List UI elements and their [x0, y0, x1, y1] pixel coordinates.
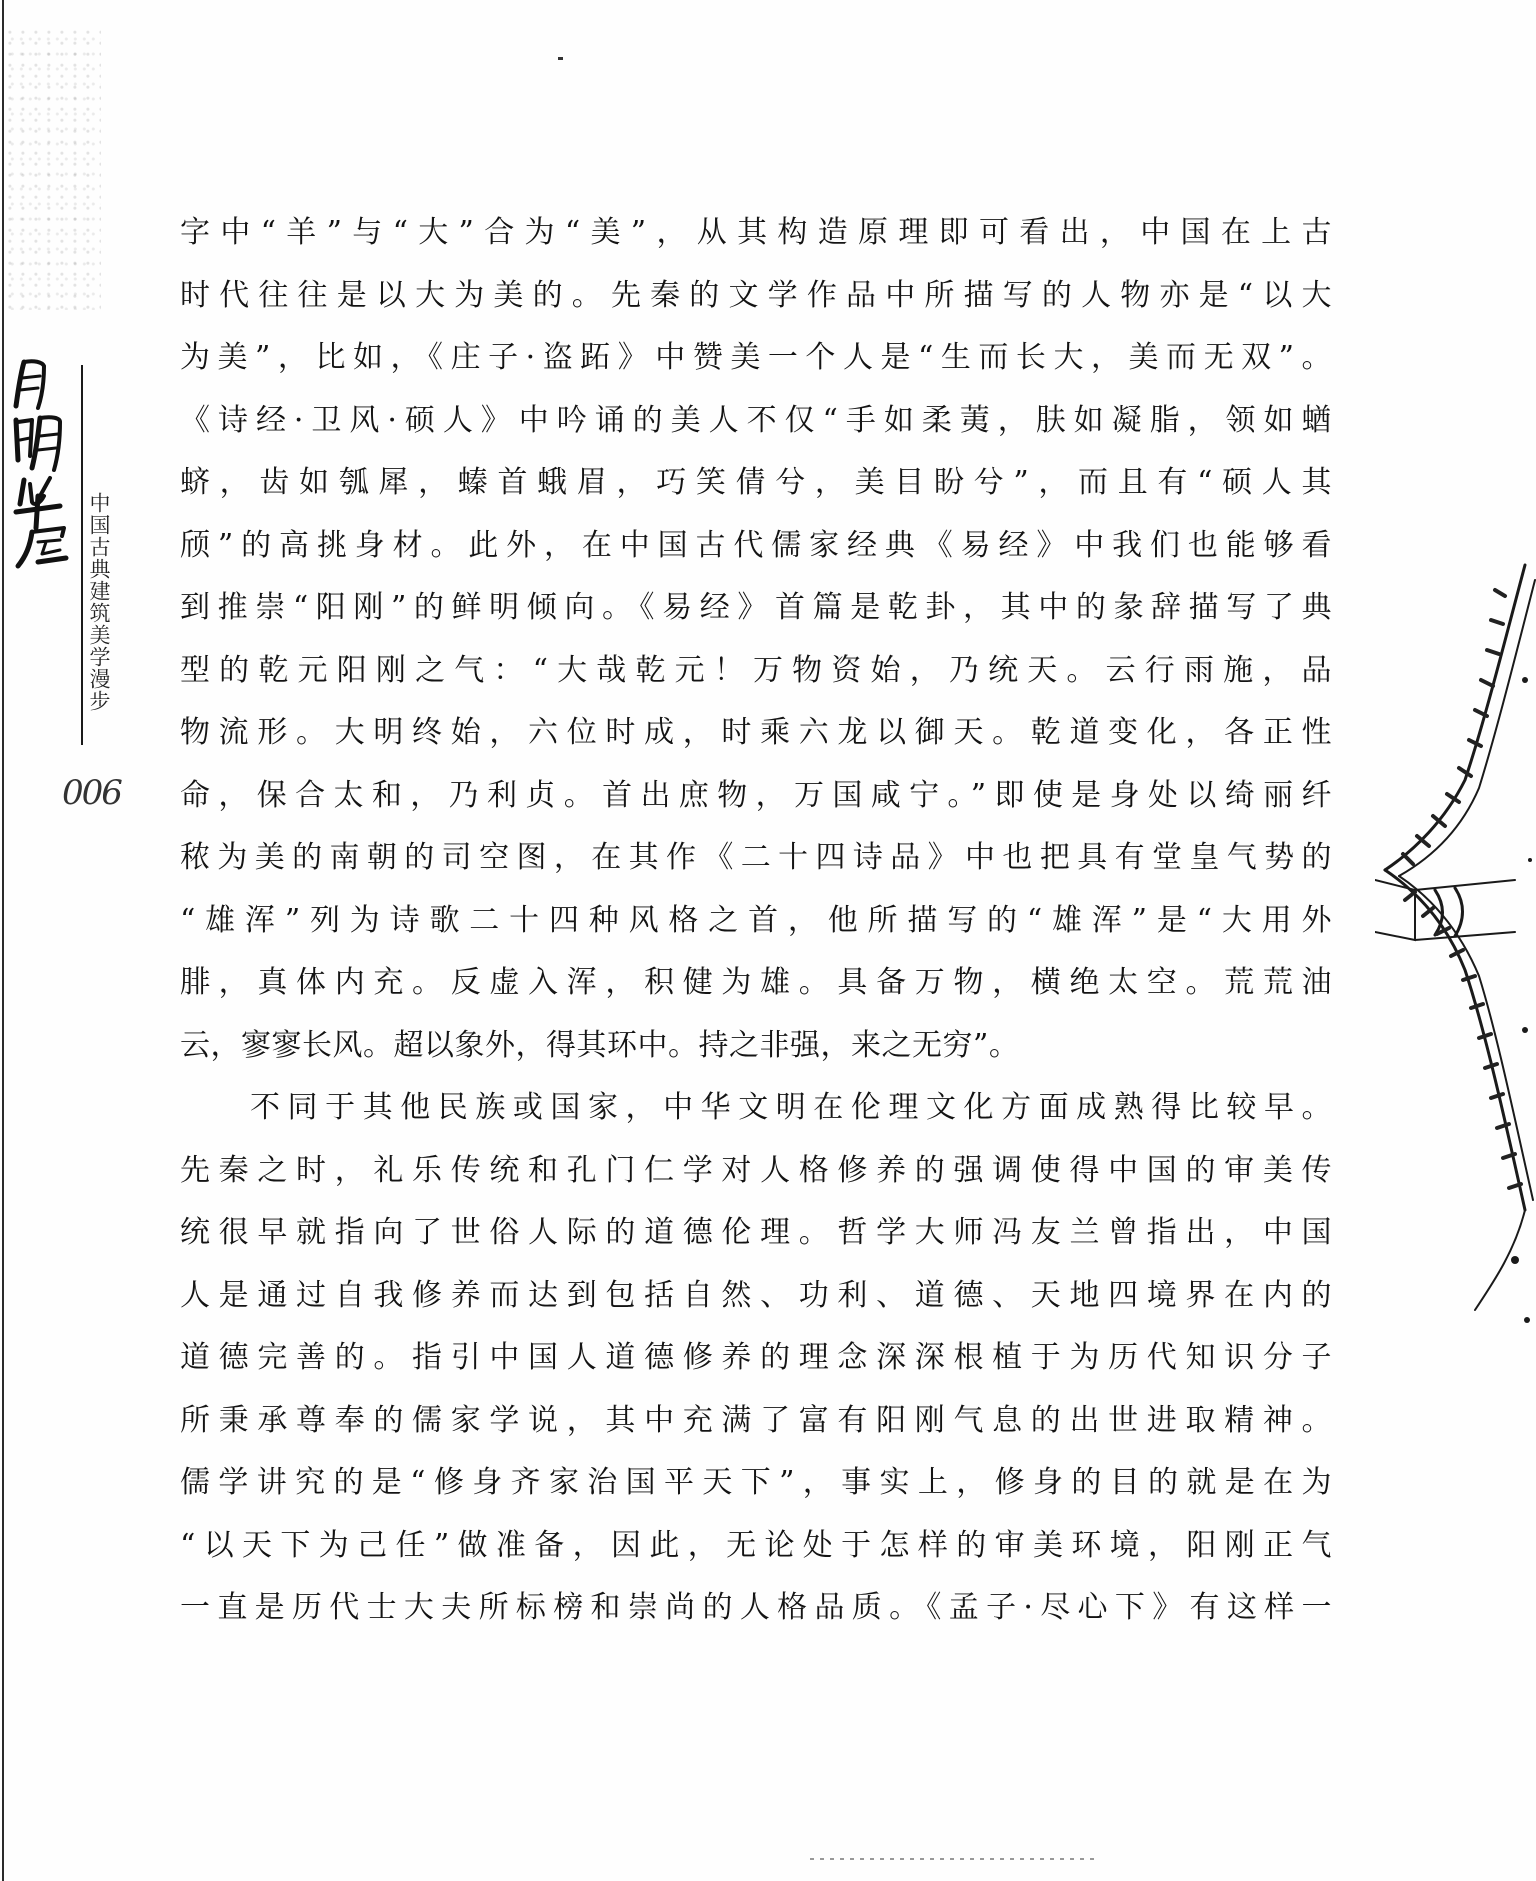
page-number: 006: [62, 773, 121, 813]
scan-noise: [6, 30, 101, 310]
page-binding-edge: [2, 0, 4, 1881]
text-line: 人是通过自我修养而达到包括自然、功利、道德、天地四境界在内的: [180, 1277, 1332, 1313]
text-line: 云，寥寥长风。超以象外，得其环中。持之非强，来之无穷”。: [180, 1027, 1020, 1063]
text-line: 物流形。大明终始，六位时成，时乘六龙以御天。乾道变化，各正性: [180, 715, 1332, 750]
scan-speck: [558, 57, 563, 60]
sidebar-rule: [81, 365, 83, 745]
text-line: 颀”的高挑身材。此外，在中国古代儒家经典《易经》中我们也能够看: [180, 527, 1332, 563]
roof-ornament-illustration: [1375, 560, 1536, 1350]
text-line: 型的乾元阳刚之气：“大哉乾元！万物资始，乃统天。云行雨施，品: [180, 652, 1332, 688]
book-title: 中国古典建筑美学漫步: [87, 492, 111, 712]
text-line: 为美”，比如，《庄子·盗跖》中赞美一个人是“生而长大，美而无双”。: [180, 340, 1332, 375]
text-line: 道德完善的。指引中国人道德修养的理念深深根植于为历代知识分子: [180, 1340, 1332, 1375]
text-line: 《诗经·卫风·硕人》中吟诵的美人不仅“手如柔荑，肤如凝脂，领如蝤: [180, 402, 1332, 438]
text-line: “雄浑”列为诗歌二十四种风格之首，他所描写的“雄浑”是“大用外: [180, 902, 1332, 938]
paragraph-1: [180, 210, 1332, 1085]
text-line: 先秦之时，礼乐传统和孔门仁学对人格修养的强调使得中国的审美传: [180, 1152, 1332, 1188]
text-line: 一直是历代士大夫所标榜和崇尚的人格品质。《孟子·尽心下》有这样一: [180, 1590, 1332, 1625]
text-line: 腓，真体内充。反虚入浑，积健为雄。具备万物，横绝太空。荒荒油: [180, 965, 1332, 1000]
body-text: [180, 210, 1332, 1648]
paragraph-2: [180, 1085, 1332, 1648]
text-line: 命，保合太和，乃利贞。首出庶物，万国咸宁。”即使是身处以绮丽纤: [180, 777, 1332, 813]
text-line: 统很早就指向了世俗人际的道德伦理。哲学大师冯友兰曾指出，中国: [180, 1215, 1332, 1250]
text-line: 秾为美的南朝的司空图，在其作《二十四诗品》中也把具有堂皇气势的: [180, 840, 1332, 875]
text-line: 所秉承尊奉的儒家学说，其中充满了富有阳刚气息的出世进取精神。: [180, 1402, 1332, 1438]
text-line: 时代往往是以大为美的。先秦的文学作品中所描写的人物亦是“以大: [180, 277, 1332, 313]
text-line: 字中“羊”与“大”合为“美”，从其构造原理即可看出，中国在上古: [180, 215, 1332, 250]
text-line: 到推崇“阳刚”的鲜明倾向。《易经》首篇是乾卦，其中的彖辞描写了典: [180, 590, 1332, 625]
text-line: 蛴，齿如瓠犀，螓首蛾眉，巧笑倩兮，美目盼兮”，而且有“硕人其: [180, 465, 1332, 500]
text-line: 儒学讲究的是“修身齐家治国平天下”，事实上，修身的目的就是在为: [180, 1465, 1332, 1500]
scan-artifact-rule: [810, 1858, 1100, 1860]
calligraphy-logo: [10, 356, 78, 571]
text-line: “以天下为己任”做准备，因此，无论处于怎样的审美环境，阳刚正气: [180, 1527, 1332, 1563]
text-line: 不同于其他民族或国家，中华文明在伦理文化方面成熟得比较早。: [250, 1090, 1332, 1125]
